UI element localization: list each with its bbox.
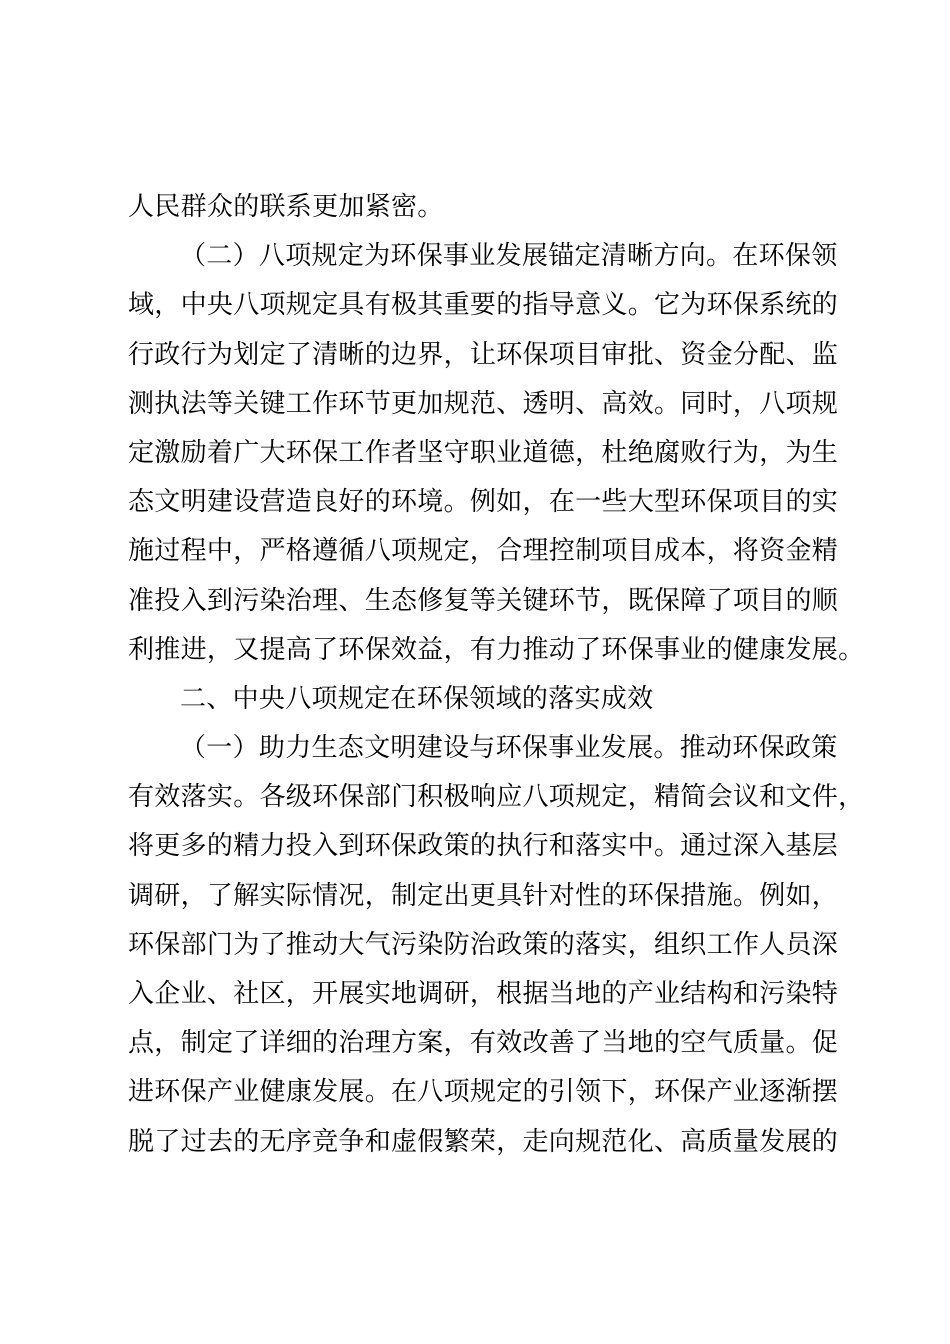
text-line: 有效落实。各级环保部门积极响应八项规定，精简会议和文件， bbox=[128, 782, 865, 813]
text-line: 调研，了解实际情况，制定出更具针对性的环保措施。例如， bbox=[128, 880, 839, 911]
section-heading: 二、中央八项规定在环保领域的落实成效 bbox=[180, 683, 654, 714]
text-line: 进环保产业健康发展。在八项规定的引领下，环保产业逐渐摆 bbox=[128, 1077, 839, 1108]
paragraph-heading-line: （二）八项规定为环保事业发展锚定清晰方向。在环保领 bbox=[180, 241, 838, 272]
text-line: 域，中央八项规定具有极其重要的指导意义。它为环保系统的 bbox=[128, 290, 839, 321]
text-line: 行政行为划定了清晰的边界，让环保项目审批、资金分配、监 bbox=[128, 339, 839, 370]
text-line: 入企业、社区，开展实地调研，根据当地的产业结构和污染特 bbox=[128, 979, 839, 1009]
text-line: 态文明建设营造良好的环境。例如，在一些大型环保项目的实 bbox=[128, 487, 839, 518]
text-line: 测执法等关键工作环节更加规范、透明、高效。同时，八项规 bbox=[128, 388, 839, 419]
text-line: 利推进，又提高了环保效益，有力推动了环保事业的健康发展。 bbox=[128, 634, 865, 665]
text-line: 环保部门为了推动大气污染防治政策的落实，组织工作人员深 bbox=[128, 929, 839, 960]
text-line: 点，制定了详细的治理方案，有效改善了当地的空气质量。促 bbox=[128, 1028, 839, 1059]
text-line: 将更多的精力投入到环保政策的执行和落实中。通过深入基层 bbox=[128, 831, 839, 862]
text-line: 人民群众的联系更加紧密。 bbox=[128, 192, 444, 222]
text-line: 定激励着广大环保工作者坚守职业道德，杜绝腐败行为，为生 bbox=[128, 437, 839, 468]
paragraph-heading-line: （一）助力生态文明建设与环保事业发展。推动环保政策 bbox=[180, 733, 838, 764]
text-line: 准投入到污染治理、生态修复等关键环节，既保障了项目的顺 bbox=[128, 585, 839, 616]
text-line: 施过程中，严格遵循八项规定，合理控制项目成本，将资金精 bbox=[128, 536, 839, 567]
text-line: 脱了过去的无序竞争和虚假繁荣，走向规范化、高质量发展的 bbox=[128, 1126, 839, 1157]
document-body bbox=[128, 183, 865, 1167]
